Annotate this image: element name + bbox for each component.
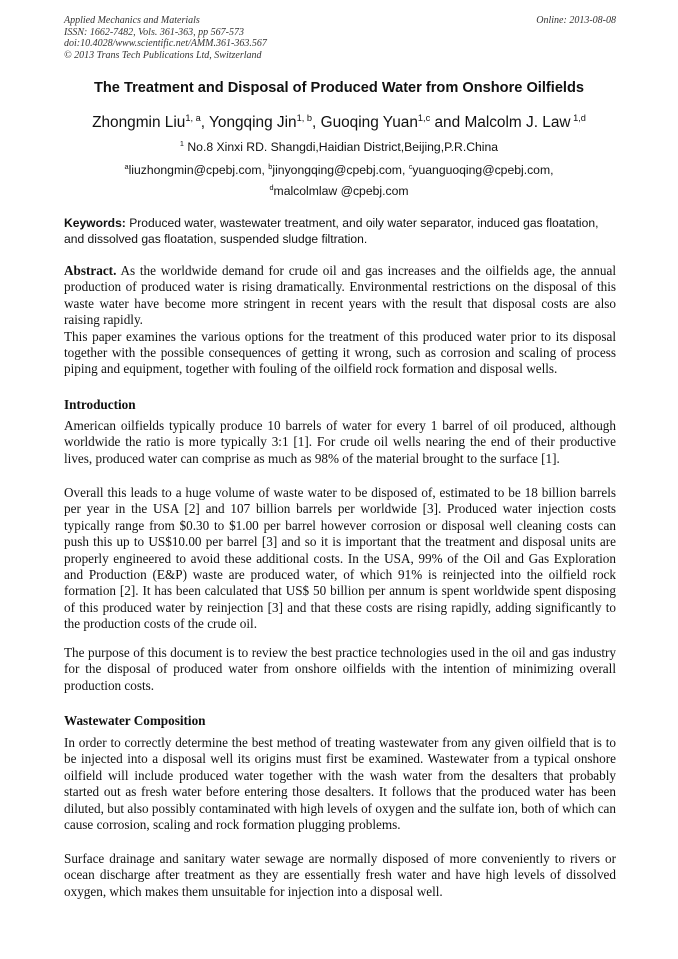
copyright-line: © 2013 Trans Tech Publications Ltd, Switzerland [64,49,262,61]
introduction-paragraph: American oilfields typically produce 10 barrels of water for every 1 barrel of oil produced, although worldwide the ratio is more typically 3:1 [1]. For crude oil wells nearing the end of their productive lives, produced water can comprise as much as 98% of the material brought to the surface [1]. [64,418,616,466]
doi-line: doi:10.4028/www.scientific.net/AMM.361-363.567 [64,38,267,50]
journal-name: Applied Mechanics and Materials [64,15,200,26]
email-link[interactable]: malcolmlaw @cpebj.com [273,184,409,198]
author-name: Guoqing Yuan [320,114,418,131]
author-separator: and [430,114,465,131]
email-link[interactable]: yuanguoqing@cpebj.com, [412,163,554,177]
author-name: Malcolm J. Law [464,114,571,131]
abstract-paragraph: This paper examines the various options for the treatment of this produced water prior to its disposal together with the possible consequences of getting it wrong, such as corrosion and scaling of process piping and equipment, together with fouling of the oilfield rock formation and disposal wells. [64,328,616,377]
abstract [64,263,616,378]
journal-header [64,15,616,61]
section-heading-composition: Wastewater Composition [64,713,206,728]
abstract-paragraph: As the worldwide demand for crude oil and gas increases and the oilfields age, the annual production of produced water is rising dramatically. Environmental restrictions on the disposal of this waste water have become more stringent in recent years with the result that disposal costs are also raising rapidly. [64,263,616,328]
author-affiliation-mark: 1,d [570,112,586,123]
keywords-text: Produced water, wastewater treatment, and oily water separator, induced gas floatation, and dissolved gas floatation, suspended sludge filtration. [64,216,599,246]
issn-line: ISSN: 1662-7482, Vols. 361-363, pp 567-573 [64,26,244,38]
author-name: Zhongmin Liu [92,114,186,131]
composition-paragraph: Surface drainage and sanitary water sewage are normally disposed of more conveniently to rivers or ocean discharge after treatment as they are essentially fresh water and have high levels of dissolved oxygen, which makes them unsuitable for injection into a disposal well. [64,851,616,899]
keywords [64,215,616,247]
email-link[interactable]: jinyongqing@cpebj.com, [272,163,409,177]
abstract-label: Abstract. [64,263,117,278]
author-affiliation-mark: 1, a [185,112,201,123]
author-list [0,114,678,132]
keywords-label: Keywords: [64,216,126,230]
author-separator: , [200,114,210,131]
composition-paragraph: In order to correctly determine the best method of treating wastewater from any given oilfield that is to be injected into a disposal well its origins must first be examined. Wastewater from a typical onshore oilfield will include produced water together with the wash water from the desalters that probably started out as fresh water before entering those desalters. It follows that the produced water has been diluted, but also possibly contaminated with high levels of oxygen and the sulfate ion, both of which can cause corrosion, scaling and rock formation plugging problems. [64,735,616,833]
introduction-paragraph: Overall this leads to a huge volume of waste water to be disposed of, estimated to be 18 billion barrels per year in the USA [2] and 107 billion barrels per worldwide [3]. Produced water injection costs typically range from $0.30 to $1.00 per barrel however corrosion or disposal well cleaning costs can push this up to US$10.00 per barrel [3] and so it is important that the treatment and disposal units are properly engineered to avoid these additional costs. In the USA, 99% of the Oil and Gas Exploration and Production (E&P) waste are produced water, of which 91% is reinjected into the oilfield rock formation [2]. It has been calculated that US$ 50 billion per annum is spent worldwide spent disposing of this produced water by reinjection [3] and that these costs are rising rapidly, adding significantly to the production costs of the crude oil. [64,485,616,632]
introduction-paragraph: The purpose of this document is to review the best practice technologies used in the oil and gas industry for the disposal of produced water from onshore oilfields with the intention of minimizing overall production costs. [64,645,616,693]
paper-title: The Treatment and Disposal of Produced Water from Onshore Oilfields [93,80,585,96]
email-link[interactable]: liuzhongmin@cpebj.com, [128,163,269,177]
affiliation-text: No.8 Xinxi RD. Shangdi,Haidian District,Beijing,P.R.China [183,140,499,154]
affiliation-mark: 1 [179,138,184,148]
online-date: Online: 2013-08-08 [536,15,616,26]
affiliation [0,140,678,154]
author-separator: , [312,114,321,131]
author-name: Yongqing Jin [209,114,297,131]
section-heading-introduction: Introduction [64,397,136,412]
email-list: $^a$liuzhongmin@cpebj.com, $^b$jinyongqing@cpebj.com, $^c$yuanguoqing@cpebj.com, $^d$malcolmlaw @cpebj.com [124,161,554,198]
author-affiliation-mark: 1,c [417,112,431,123]
author-affiliation-mark: 1, b [296,112,313,123]
